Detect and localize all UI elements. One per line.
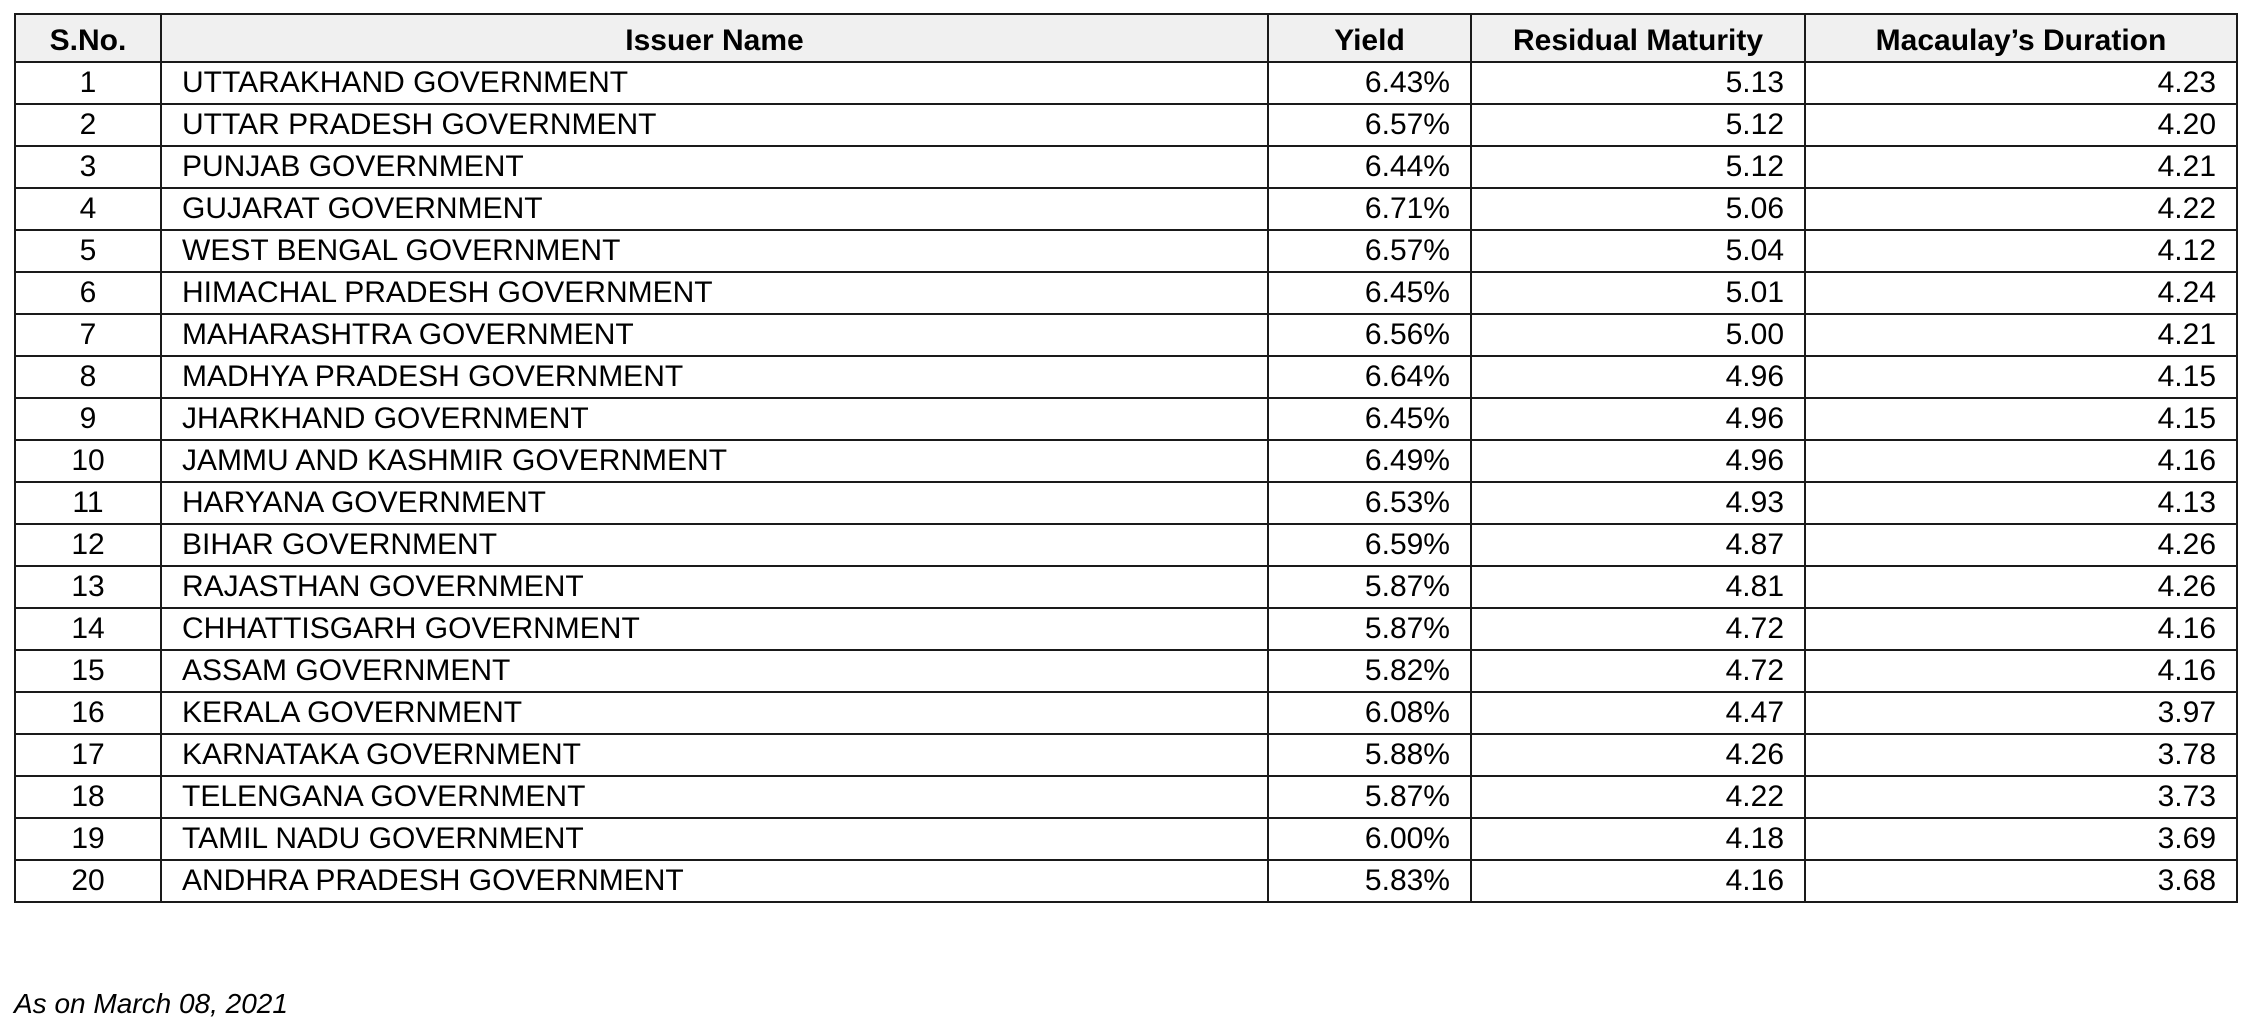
cell-macaulay-duration: 3.78 bbox=[1805, 734, 2237, 776]
cell-yield: 6.57% bbox=[1268, 230, 1471, 272]
cell-sno: 11 bbox=[15, 482, 161, 524]
cell-yield: 6.71% bbox=[1268, 188, 1471, 230]
cell-issuer-name: MAHARASHTRA GOVERNMENT bbox=[161, 314, 1268, 356]
table-row bbox=[15, 692, 2237, 734]
cell-issuer-name: RAJASTHAN GOVERNMENT bbox=[161, 566, 1268, 608]
table-row bbox=[15, 566, 2237, 608]
table-row bbox=[15, 356, 2237, 398]
cell-macaulay-duration: 4.15 bbox=[1805, 356, 2237, 398]
cell-sno: 13 bbox=[15, 566, 161, 608]
cell-macaulay-duration: 4.16 bbox=[1805, 650, 2237, 692]
cell-issuer-name: MADHYA PRADESH GOVERNMENT bbox=[161, 356, 1268, 398]
cell-issuer-name: JHARKHAND GOVERNMENT bbox=[161, 398, 1268, 440]
cell-residual-maturity: 5.00 bbox=[1471, 314, 1805, 356]
cell-macaulay-duration: 4.13 bbox=[1805, 482, 2237, 524]
cell-macaulay-duration: 4.16 bbox=[1805, 608, 2237, 650]
cell-residual-maturity: 5.06 bbox=[1471, 188, 1805, 230]
cell-macaulay-duration: 3.97 bbox=[1805, 692, 2237, 734]
cell-sno: 8 bbox=[15, 356, 161, 398]
cell-yield: 6.56% bbox=[1268, 314, 1471, 356]
cell-issuer-name: PUNJAB GOVERNMENT bbox=[161, 146, 1268, 188]
cell-sno: 6 bbox=[15, 272, 161, 314]
table-row bbox=[15, 104, 2237, 146]
cell-yield: 5.87% bbox=[1268, 566, 1471, 608]
cell-yield: 6.64% bbox=[1268, 356, 1471, 398]
cell-issuer-name: GUJARAT GOVERNMENT bbox=[161, 188, 1268, 230]
cell-yield: 5.82% bbox=[1268, 650, 1471, 692]
cell-residual-maturity: 5.01 bbox=[1471, 272, 1805, 314]
table-row bbox=[15, 776, 2237, 818]
cell-macaulay-duration: 4.23 bbox=[1805, 62, 2237, 104]
cell-issuer-name: BIHAR GOVERNMENT bbox=[161, 524, 1268, 566]
cell-sno: 7 bbox=[15, 314, 161, 356]
header-row bbox=[15, 14, 2237, 62]
cell-macaulay-duration: 4.20 bbox=[1805, 104, 2237, 146]
cell-sno: 9 bbox=[15, 398, 161, 440]
cell-sno: 2 bbox=[15, 104, 161, 146]
table-row bbox=[15, 524, 2237, 566]
header-issuer-name: Issuer Name bbox=[161, 14, 1268, 62]
cell-macaulay-duration: 3.69 bbox=[1805, 818, 2237, 860]
cell-sno: 5 bbox=[15, 230, 161, 272]
cell-sno: 15 bbox=[15, 650, 161, 692]
table-row bbox=[15, 734, 2237, 776]
cell-sno: 1 bbox=[15, 62, 161, 104]
cell-macaulay-duration: 4.22 bbox=[1805, 188, 2237, 230]
cell-macaulay-duration: 3.73 bbox=[1805, 776, 2237, 818]
cell-residual-maturity: 4.87 bbox=[1471, 524, 1805, 566]
cell-issuer-name: UTTAR PRADESH GOVERNMENT bbox=[161, 104, 1268, 146]
header-sno: S.No. bbox=[15, 14, 161, 62]
cell-issuer-name: UTTARAKHAND GOVERNMENT bbox=[161, 62, 1268, 104]
cell-issuer-name: KARNATAKA GOVERNMENT bbox=[161, 734, 1268, 776]
table-row bbox=[15, 398, 2237, 440]
cell-sno: 12 bbox=[15, 524, 161, 566]
cell-residual-maturity: 5.12 bbox=[1471, 146, 1805, 188]
cell-sno: 18 bbox=[15, 776, 161, 818]
table-row bbox=[15, 272, 2237, 314]
cell-issuer-name: HARYANA GOVERNMENT bbox=[161, 482, 1268, 524]
cell-sno: 19 bbox=[15, 818, 161, 860]
cell-yield: 6.53% bbox=[1268, 482, 1471, 524]
cell-residual-maturity: 4.96 bbox=[1471, 398, 1805, 440]
cell-yield: 6.59% bbox=[1268, 524, 1471, 566]
cell-yield: 5.87% bbox=[1268, 608, 1471, 650]
cell-macaulay-duration: 4.15 bbox=[1805, 398, 2237, 440]
cell-issuer-name: KERALA GOVERNMENT bbox=[161, 692, 1268, 734]
cell-yield: 6.49% bbox=[1268, 440, 1471, 482]
cell-sno: 16 bbox=[15, 692, 161, 734]
cell-macaulay-duration: 4.26 bbox=[1805, 524, 2237, 566]
cell-yield: 6.08% bbox=[1268, 692, 1471, 734]
cell-sno: 14 bbox=[15, 608, 161, 650]
cell-yield: 5.87% bbox=[1268, 776, 1471, 818]
cell-yield: 5.88% bbox=[1268, 734, 1471, 776]
cell-yield: 6.43% bbox=[1268, 62, 1471, 104]
cell-issuer-name: ANDHRA PRADESH GOVERNMENT bbox=[161, 860, 1268, 902]
table-header bbox=[15, 14, 2237, 62]
cell-sno: 20 bbox=[15, 860, 161, 902]
cell-residual-maturity: 5.13 bbox=[1471, 62, 1805, 104]
cell-sno: 17 bbox=[15, 734, 161, 776]
cell-residual-maturity: 4.81 bbox=[1471, 566, 1805, 608]
cell-residual-maturity: 4.18 bbox=[1471, 818, 1805, 860]
cell-residual-maturity: 4.72 bbox=[1471, 650, 1805, 692]
cell-issuer-name: CHHATTISGARH GOVERNMENT bbox=[161, 608, 1268, 650]
cell-macaulay-duration: 4.16 bbox=[1805, 440, 2237, 482]
table-row bbox=[15, 314, 2237, 356]
cell-macaulay-duration: 3.68 bbox=[1805, 860, 2237, 902]
header-macaulay-duration: Macaulay’s Duration bbox=[1805, 14, 2237, 62]
table-row bbox=[15, 62, 2237, 104]
cell-residual-maturity: 4.47 bbox=[1471, 692, 1805, 734]
cell-macaulay-duration: 4.26 bbox=[1805, 566, 2237, 608]
cell-issuer-name: ASSAM GOVERNMENT bbox=[161, 650, 1268, 692]
cell-issuer-name: JAMMU AND KASHMIR GOVERNMENT bbox=[161, 440, 1268, 482]
cell-residual-maturity: 4.16 bbox=[1471, 860, 1805, 902]
cell-residual-maturity: 4.26 bbox=[1471, 734, 1805, 776]
cell-yield: 6.44% bbox=[1268, 146, 1471, 188]
cell-residual-maturity: 5.04 bbox=[1471, 230, 1805, 272]
cell-issuer-name: HIMACHAL PRADESH GOVERNMENT bbox=[161, 272, 1268, 314]
cell-residual-maturity: 4.72 bbox=[1471, 608, 1805, 650]
state-government-securities-table bbox=[14, 13, 2238, 903]
cell-issuer-name: TAMIL NADU GOVERNMENT bbox=[161, 818, 1268, 860]
cell-issuer-name: WEST BENGAL GOVERNMENT bbox=[161, 230, 1268, 272]
table-row bbox=[15, 818, 2237, 860]
cell-macaulay-duration: 4.21 bbox=[1805, 314, 2237, 356]
cell-yield: 6.00% bbox=[1268, 818, 1471, 860]
cell-macaulay-duration: 4.21 bbox=[1805, 146, 2237, 188]
table-body bbox=[15, 62, 2237, 902]
header-residual-maturity: Residual Maturity bbox=[1471, 14, 1805, 62]
cell-sno: 10 bbox=[15, 440, 161, 482]
table-row bbox=[15, 482, 2237, 524]
cell-residual-maturity: 4.93 bbox=[1471, 482, 1805, 524]
cell-macaulay-duration: 4.24 bbox=[1805, 272, 2237, 314]
table-row bbox=[15, 146, 2237, 188]
cell-residual-maturity: 4.22 bbox=[1471, 776, 1805, 818]
cell-sno: 4 bbox=[15, 188, 161, 230]
cell-sno: 3 bbox=[15, 146, 161, 188]
cell-residual-maturity: 4.96 bbox=[1471, 356, 1805, 398]
cell-yield: 6.45% bbox=[1268, 398, 1471, 440]
cell-residual-maturity: 5.12 bbox=[1471, 104, 1805, 146]
footnote-date: As on March 08, 2021 bbox=[14, 988, 288, 1019]
table-row bbox=[15, 650, 2237, 692]
table-container bbox=[14, 13, 2236, 903]
cell-residual-maturity: 4.96 bbox=[1471, 440, 1805, 482]
cell-yield: 6.45% bbox=[1268, 272, 1471, 314]
table-row bbox=[15, 860, 2237, 902]
cell-yield: 6.57% bbox=[1268, 104, 1471, 146]
cell-macaulay-duration: 4.12 bbox=[1805, 230, 2237, 272]
cell-issuer-name: TELENGANA GOVERNMENT bbox=[161, 776, 1268, 818]
header-yield: Yield bbox=[1268, 14, 1471, 62]
table-row bbox=[15, 188, 2237, 230]
table-row bbox=[15, 230, 2237, 272]
cell-yield: 5.83% bbox=[1268, 860, 1471, 902]
table-row bbox=[15, 440, 2237, 482]
table-row bbox=[15, 608, 2237, 650]
